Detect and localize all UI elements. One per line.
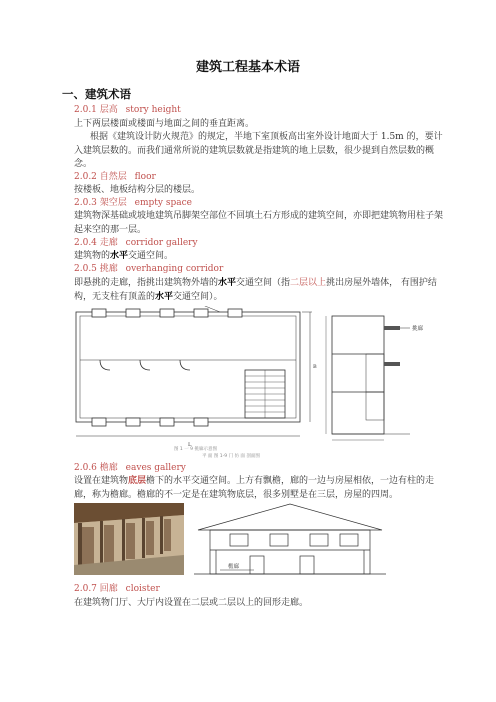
term-number: 2.0.5 bbox=[74, 264, 97, 274]
svg-text:檐廊: 檐廊 bbox=[228, 564, 240, 570]
term-number: 2.0.7 bbox=[74, 584, 97, 594]
term-cn: 自然层 bbox=[99, 172, 127, 182]
highlight: 底层 bbox=[128, 476, 147, 486]
term-en: cloister bbox=[125, 584, 160, 594]
plan-view bbox=[76, 306, 312, 436]
term-en: floor bbox=[134, 172, 156, 182]
term-heading-corridor bbox=[74, 238, 198, 249]
paragraph: 即悬挑的走廊，指挑出建筑物外墙的水平交通空间（指二层以上挑出房屋外墙体， 有围护结构，无支柱有顶盖的水平交通空间）。 bbox=[74, 278, 437, 302]
highlight: 水平 bbox=[155, 291, 174, 302]
paragraph: 建筑物的水平交通空间。 bbox=[74, 251, 174, 261]
paragraph: 在建筑物门厅、大厅内设置在二层或二层以上的回形走廊。 bbox=[74, 598, 309, 608]
svg-text:挑廊: 挑廊 bbox=[412, 326, 424, 332]
section-view bbox=[326, 316, 410, 440]
term-cn: 走廊 bbox=[99, 238, 118, 248]
highlight: 水平 bbox=[110, 251, 129, 261]
term-heading-cloister bbox=[74, 584, 160, 595]
term-heading-eaves-gallery bbox=[74, 463, 186, 474]
svg-text:L: L bbox=[188, 442, 192, 448]
term-cn: 层高 bbox=[99, 105, 118, 115]
term-en: empty space bbox=[134, 198, 192, 208]
term-heading-overhanging-corridor bbox=[74, 264, 223, 275]
highlight: 水平 bbox=[218, 278, 237, 288]
eaves-gallery-photo bbox=[74, 503, 184, 575]
figure-caption: 图 1 一 9 挑廊示意图 bbox=[174, 447, 217, 452]
term-cn: 回廊 bbox=[99, 584, 118, 594]
term-heading-floor bbox=[74, 172, 156, 183]
paragraph: 上下两层楼面或楼面与地面之间的垂直距离。 bbox=[74, 119, 255, 129]
paragraph: 根据《建筑设计防火规范》的规定，半地下室顶板高出室外设计地面大于 1.5m 的，要计入建筑层数的。而我们通常所说的建筑层数就是指建筑的地上层数，很少提到自然层数的概念。 bbox=[74, 132, 443, 169]
highlight-red: 二层以上 bbox=[290, 278, 327, 288]
term-number: 2.0.6 bbox=[74, 463, 97, 473]
term-en: corridor gallery bbox=[125, 238, 198, 248]
term-en: eaves gallery bbox=[125, 463, 186, 473]
document-title: 建筑工程基本术语 bbox=[195, 60, 300, 75]
term-number: 2.0.2 bbox=[74, 172, 97, 182]
term-heading-story-height bbox=[74, 105, 181, 116]
term-cn: 檐廊 bbox=[99, 463, 118, 473]
term-en: overhanging corridor bbox=[125, 264, 224, 274]
paragraph: 按楼板、地板结构分层的楼层。 bbox=[74, 185, 201, 195]
paragraph: 设置在建筑物底层檐下的水平交通空间。上方有飘檐，廊的一边与房屋相依，一边有柱的走廊，称为檐廊。檐廊的不一定是在建筑物底层，很多别墅是在三层，房屋的四周。 bbox=[74, 476, 435, 500]
term-cn: 挑廊 bbox=[99, 264, 118, 274]
term-number: 2.0.1 bbox=[74, 105, 97, 115]
eaves-gallery-sketch bbox=[190, 500, 390, 580]
section-heading: 一、建筑术语 bbox=[62, 87, 131, 101]
term-en: story height bbox=[125, 105, 181, 115]
term-cn: 架空层 bbox=[99, 198, 127, 208]
term-number: 2.0.3 bbox=[74, 198, 97, 208]
term-heading-empty-space bbox=[74, 198, 192, 209]
overhanging-corridor-diagram bbox=[70, 306, 432, 458]
figure-caption: 平 面 图 1-9 门 仿 面 剖面图 bbox=[202, 454, 260, 458]
paragraph: 建筑物深基础或坡地建筑吊脚架空部位不回填土石方形成的建筑空间，亦即把建筑物用柱子架起来空的那一层。 bbox=[74, 211, 444, 235]
svg-text:B: B bbox=[313, 364, 317, 370]
term-number: 2.0.4 bbox=[74, 238, 97, 248]
